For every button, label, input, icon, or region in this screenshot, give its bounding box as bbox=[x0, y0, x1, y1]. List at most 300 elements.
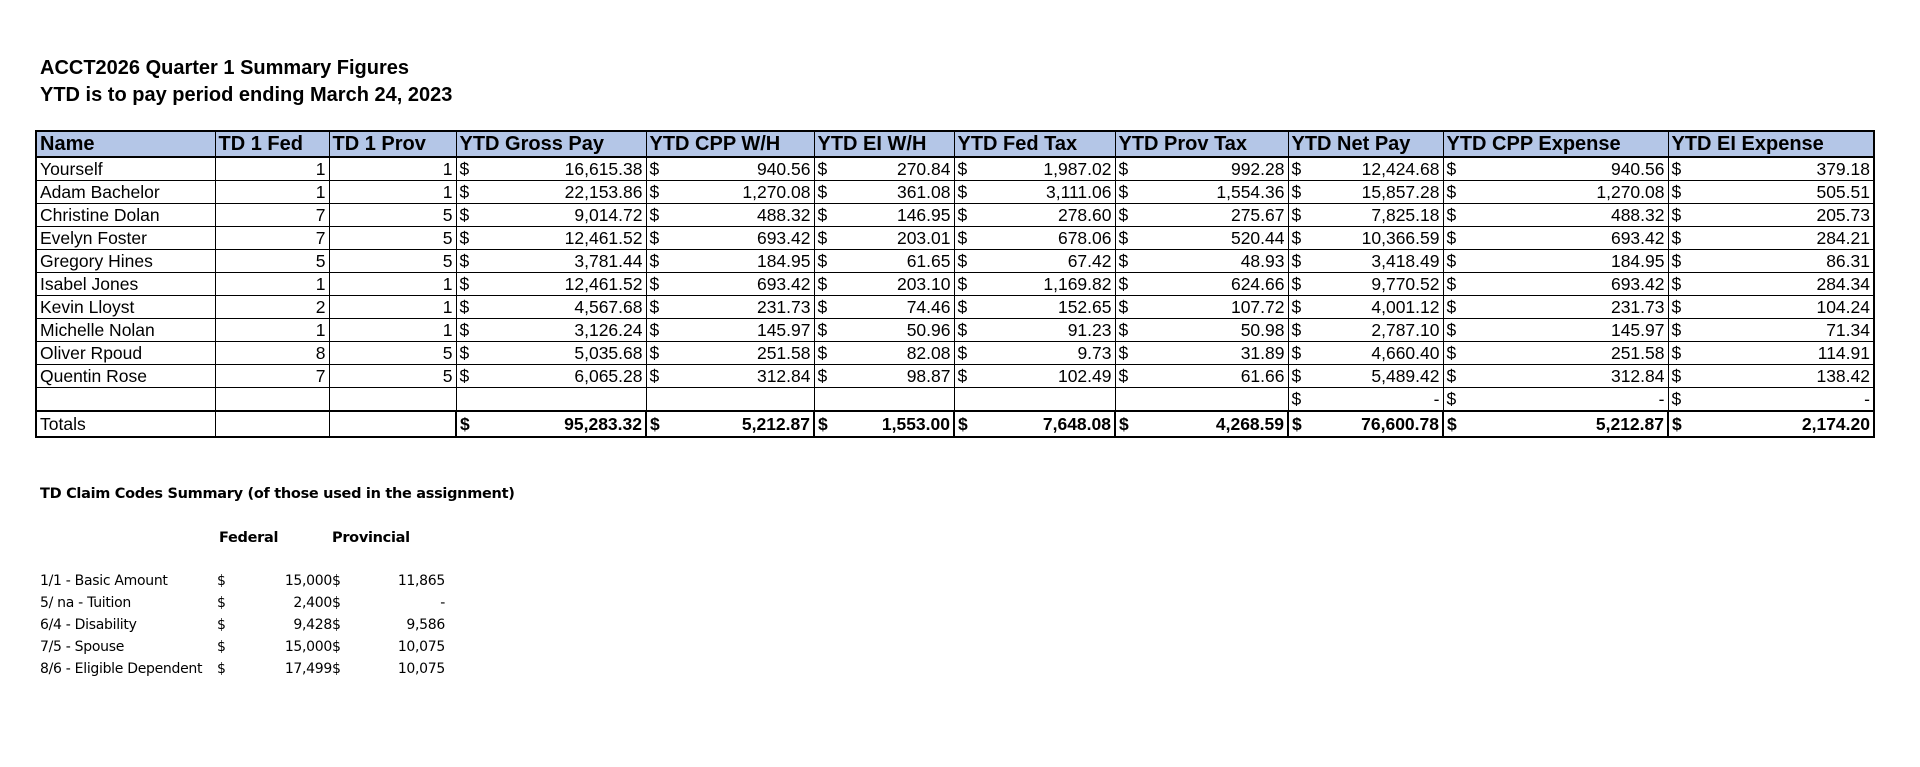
ytd-ei-value: 203.01 bbox=[896, 228, 951, 248]
ytd-gross bbox=[456, 181, 646, 204]
total-eiexp-value: 2,174.20 bbox=[1801, 414, 1870, 434]
ytd-gross-value: 4,567.68 bbox=[574, 297, 643, 317]
col-header-ytd-net-pay: YTD Net Pay bbox=[1288, 131, 1443, 157]
provincial-amount: 11,865 bbox=[397, 573, 445, 589]
currency-symbol: $ bbox=[817, 366, 828, 386]
currency-symbol: $ bbox=[459, 251, 470, 271]
currency-symbol: $ bbox=[1291, 251, 1302, 271]
td1-fed-code bbox=[215, 388, 329, 412]
ytd-net bbox=[1288, 204, 1443, 227]
ytd-fedtax bbox=[954, 319, 1115, 342]
ytd-cpp bbox=[646, 319, 814, 342]
ytd-cppexp bbox=[1443, 342, 1668, 365]
currency-symbol: $ bbox=[1291, 159, 1302, 179]
col-header-name: Name bbox=[36, 131, 215, 157]
td1-prov-code: 1 bbox=[329, 296, 456, 319]
claim-code-label: 5/ na - Tuition bbox=[40, 595, 131, 611]
currency-symbol: $ bbox=[957, 251, 968, 271]
ytd-provtax bbox=[1115, 157, 1288, 181]
ytd-provtax-value: 31.89 bbox=[1240, 343, 1285, 363]
ytd-gross bbox=[456, 388, 646, 412]
ytd-fedtax bbox=[954, 157, 1115, 181]
total-cppexp-value: 5,212.87 bbox=[1595, 414, 1664, 434]
currency-symbol: $ bbox=[217, 617, 226, 633]
ytd-eiexp bbox=[1668, 250, 1874, 273]
currency-symbol: $ bbox=[817, 297, 828, 317]
currency-symbol: $ bbox=[1291, 182, 1302, 202]
ytd-fedtax bbox=[954, 273, 1115, 296]
ytd-gross bbox=[456, 296, 646, 319]
ytd-fedtax-value: 1,169.82 bbox=[1043, 274, 1112, 294]
currency-symbol: $ bbox=[817, 182, 828, 202]
ytd-net bbox=[1288, 157, 1443, 181]
ytd-eiexp-value: 86.31 bbox=[1826, 251, 1870, 271]
ytd-gross-value: 12,461.52 bbox=[564, 228, 643, 248]
ytd-fedtax bbox=[954, 250, 1115, 273]
currency-symbol: $ bbox=[459, 182, 470, 202]
claim-code-label: 1/1 - Basic Amount bbox=[40, 573, 168, 589]
ytd-gross bbox=[456, 273, 646, 296]
ytd-cppexp-value: 693.42 bbox=[1610, 274, 1665, 294]
currency-symbol: $ bbox=[1291, 320, 1302, 340]
currency-symbol: $ bbox=[1118, 274, 1129, 294]
ytd-provtax bbox=[1115, 319, 1288, 342]
ytd-ei-value: 82.08 bbox=[906, 343, 951, 363]
currency-symbol: $ bbox=[649, 205, 660, 225]
ytd-gross-value: 16,615.38 bbox=[564, 159, 643, 179]
table-row bbox=[36, 273, 1874, 296]
ytd-gross bbox=[456, 157, 646, 181]
ytd-fedtax-value: 9.73 bbox=[1077, 343, 1112, 363]
col-header-ytd-fed-tax: YTD Fed Tax bbox=[954, 131, 1115, 157]
employee-name: Adam Bachelor bbox=[36, 181, 215, 204]
ytd-net-value: 9,770.52 bbox=[1371, 274, 1440, 294]
ytd-gross bbox=[456, 365, 646, 388]
ytd-cppexp-value: 184.95 bbox=[1610, 251, 1665, 271]
total-cpp-value: 5,212.87 bbox=[741, 414, 810, 434]
ytd-ei-value: 146.95 bbox=[896, 205, 951, 225]
ytd-cpp bbox=[646, 342, 814, 365]
claim-code-row bbox=[40, 592, 445, 614]
ytd-provtax-value: 107.72 bbox=[1230, 297, 1285, 317]
total-cppexp bbox=[1443, 411, 1668, 437]
currency-symbol: $ bbox=[1671, 274, 1682, 294]
ytd-net-value: 12,424.68 bbox=[1361, 159, 1440, 179]
currency-symbol: $ bbox=[817, 274, 828, 294]
currency-symbol: $ bbox=[1672, 414, 1682, 434]
td1-prov-code: 1 bbox=[329, 181, 456, 204]
ytd-ei bbox=[814, 250, 954, 273]
ytd-net-value: 4,660.40 bbox=[1371, 343, 1440, 363]
currency-symbol: $ bbox=[957, 366, 968, 386]
claim-code-label: 8/6 - Eligible Dependent bbox=[40, 661, 203, 677]
currency-symbol: $ bbox=[1291, 343, 1302, 363]
ytd-ei-value: 50.96 bbox=[906, 320, 951, 340]
ytd-fedtax bbox=[954, 388, 1115, 412]
ytd-net bbox=[1288, 319, 1443, 342]
ytd-eiexp-value: 379.18 bbox=[1816, 159, 1870, 179]
currency-symbol: $ bbox=[1446, 343, 1457, 363]
total-fedtax bbox=[954, 411, 1115, 437]
ytd-gross-value: 6,065.28 bbox=[574, 366, 643, 386]
ytd-net-value: 3,418.49 bbox=[1371, 251, 1440, 271]
currency-symbol: $ bbox=[459, 320, 470, 340]
currency-symbol: $ bbox=[332, 617, 341, 633]
col-header-ytd-prov-tax: YTD Prov Tax bbox=[1115, 131, 1288, 157]
ytd-provtax bbox=[1115, 250, 1288, 273]
ytd-cppexp-value: 488.32 bbox=[1610, 205, 1665, 225]
ytd-cpp-value: 145.97 bbox=[756, 320, 811, 340]
td1-prov-code: 1 bbox=[329, 273, 456, 296]
currency-symbol: $ bbox=[957, 228, 968, 248]
currency-symbol: $ bbox=[958, 414, 968, 434]
ytd-net bbox=[1288, 227, 1443, 250]
currency-symbol: $ bbox=[1671, 159, 1682, 179]
ytd-cpp-value: 940.56 bbox=[756, 159, 811, 179]
td1-fed-code: 5 bbox=[215, 250, 329, 273]
currency-symbol: $ bbox=[957, 159, 968, 179]
employee-name: Quentin Rose bbox=[36, 365, 215, 388]
col-header-ytd-cpp-wh: YTD CPP W/H bbox=[646, 131, 814, 157]
claim-code-row bbox=[40, 658, 445, 680]
td1-fed-code: 1 bbox=[215, 273, 329, 296]
federal-column-label: Federal bbox=[219, 530, 279, 546]
ytd-gross bbox=[456, 342, 646, 365]
page-subtitle: YTD is to pay period ending March 24, 2023 bbox=[40, 84, 453, 106]
currency-symbol: $ bbox=[817, 320, 828, 340]
currency-symbol: $ bbox=[459, 274, 470, 294]
currency-symbol: $ bbox=[957, 297, 968, 317]
ytd-cppexp bbox=[1443, 296, 1668, 319]
ytd-net bbox=[1288, 181, 1443, 204]
td1-fed-code: 8 bbox=[215, 342, 329, 365]
currency-symbol: $ bbox=[1446, 389, 1457, 409]
ytd-provtax-value: 50.98 bbox=[1240, 320, 1285, 340]
employee-name: Christine Dolan bbox=[36, 204, 215, 227]
currency-symbol: $ bbox=[1119, 414, 1129, 434]
currency-symbol: $ bbox=[1446, 366, 1457, 386]
claim-code-label: 6/4 - Disability bbox=[40, 617, 137, 633]
ytd-fedtax bbox=[954, 296, 1115, 319]
ytd-eiexp-value: 138.42 bbox=[1816, 366, 1870, 386]
ytd-cppexp bbox=[1443, 319, 1668, 342]
td1-prov-code bbox=[329, 388, 456, 412]
table-row bbox=[36, 227, 1874, 250]
ytd-cppexp bbox=[1443, 273, 1668, 296]
employee-name bbox=[36, 388, 215, 412]
ytd-net-value: 10,366.59 bbox=[1361, 228, 1440, 248]
federal-amount: 2,400 bbox=[293, 595, 332, 611]
employee-name: Oliver Rpoud bbox=[36, 342, 215, 365]
ytd-net bbox=[1288, 342, 1443, 365]
claim-code-row bbox=[40, 614, 445, 636]
ytd-cpp bbox=[646, 157, 814, 181]
ytd-fedtax bbox=[954, 181, 1115, 204]
ytd-ei bbox=[814, 273, 954, 296]
blank-row bbox=[36, 388, 1874, 412]
federal-amount: 17,499 bbox=[284, 661, 332, 677]
ytd-ei-value: 61.65 bbox=[906, 251, 951, 271]
currency-symbol: $ bbox=[1118, 182, 1129, 202]
ytd-provtax-value: 520.44 bbox=[1230, 228, 1285, 248]
totals-row bbox=[36, 411, 1874, 437]
ytd-ei-value: 74.46 bbox=[906, 297, 951, 317]
td1-prov-code: 5 bbox=[329, 250, 456, 273]
ytd-provtax-value: 1,554.36 bbox=[1216, 182, 1285, 202]
currency-symbol: $ bbox=[650, 414, 660, 434]
total-fedtax-value: 7,648.08 bbox=[1042, 414, 1111, 434]
currency-symbol: $ bbox=[649, 251, 660, 271]
ytd-fedtax bbox=[954, 342, 1115, 365]
ytd-fedtax-value: 102.49 bbox=[1057, 366, 1112, 386]
currency-symbol: $ bbox=[1671, 205, 1682, 225]
ytd-cpp-value: 184.95 bbox=[756, 251, 811, 271]
table-row bbox=[36, 319, 1874, 342]
federal-amount: 15,000 bbox=[284, 573, 332, 589]
ytd-provtax-value: 992.28 bbox=[1230, 159, 1285, 179]
currency-symbol: $ bbox=[217, 595, 226, 611]
ytd-ei bbox=[814, 296, 954, 319]
currency-symbol: $ bbox=[957, 320, 968, 340]
ytd-cpp-value: 1,270.08 bbox=[742, 182, 811, 202]
ytd-cppexp-value: 1,270.08 bbox=[1596, 182, 1665, 202]
ytd-fedtax-value: 3,111.06 bbox=[1045, 182, 1112, 202]
ytd-cppexp-value: 312.84 bbox=[1610, 366, 1665, 386]
ytd-eiexp bbox=[1668, 181, 1874, 204]
ytd-cppexp bbox=[1443, 250, 1668, 273]
currency-symbol: $ bbox=[1446, 320, 1457, 340]
ytd-cppexp bbox=[1443, 388, 1668, 412]
ytd-fedtax-value: 1,987.02 bbox=[1043, 159, 1112, 179]
ytd-cpp-value: 488.32 bbox=[756, 205, 811, 225]
currency-symbol: $ bbox=[332, 595, 341, 611]
provincial-amount: 10,075 bbox=[397, 661, 445, 677]
ytd-provtax bbox=[1115, 342, 1288, 365]
ytd-gross bbox=[456, 250, 646, 273]
totals-td1-prov bbox=[329, 411, 456, 437]
ytd-cpp bbox=[646, 181, 814, 204]
ytd-ei bbox=[814, 342, 954, 365]
currency-symbol: $ bbox=[1671, 389, 1682, 409]
ytd-eiexp bbox=[1668, 296, 1874, 319]
ytd-ei bbox=[814, 204, 954, 227]
ytd-gross bbox=[456, 319, 646, 342]
ytd-fedtax-value: 152.65 bbox=[1057, 297, 1112, 317]
currency-symbol: $ bbox=[1446, 274, 1457, 294]
totals-td1-fed bbox=[215, 411, 329, 437]
ytd-cpp-value: 693.42 bbox=[756, 228, 811, 248]
ytd-provtax bbox=[1115, 273, 1288, 296]
currency-symbol: $ bbox=[649, 228, 660, 248]
td1-fed-code: 1 bbox=[215, 157, 329, 181]
ytd-net bbox=[1288, 365, 1443, 388]
employee-name: Evelyn Foster bbox=[36, 227, 215, 250]
ytd-cppexp-value: 251.58 bbox=[1610, 343, 1665, 363]
td1-prov-code: 1 bbox=[329, 157, 456, 181]
ytd-net-value: 2,787.10 bbox=[1371, 320, 1440, 340]
ytd-cppexp bbox=[1443, 204, 1668, 227]
ytd-cpp-value: 312.84 bbox=[756, 366, 811, 386]
ytd-cppexp bbox=[1443, 157, 1668, 181]
col-header-ytd-cpp-expense: YTD CPP Expense bbox=[1443, 131, 1668, 157]
ytd-net-value: 5,489.42 bbox=[1371, 366, 1440, 386]
federal-amount: 9,428 bbox=[293, 617, 332, 633]
td1-fed-code: 7 bbox=[215, 227, 329, 250]
col-header-ytd-ei-wh: YTD EI W/H bbox=[814, 131, 954, 157]
currency-symbol: $ bbox=[1118, 320, 1129, 340]
td1-prov-code: 5 bbox=[329, 342, 456, 365]
currency-symbol: $ bbox=[1118, 297, 1129, 317]
table-row bbox=[36, 157, 1874, 181]
ytd-eiexp-value: 114.91 bbox=[1817, 343, 1870, 363]
table-row bbox=[36, 365, 1874, 388]
currency-symbol: $ bbox=[957, 274, 968, 294]
total-provtax-value: 4,268.59 bbox=[1215, 414, 1284, 434]
ytd-eiexp-value: 71.34 bbox=[1826, 320, 1870, 340]
table-row bbox=[36, 342, 1874, 365]
currency-symbol: $ bbox=[459, 228, 470, 248]
currency-symbol: $ bbox=[649, 159, 660, 179]
ytd-eiexp bbox=[1668, 204, 1874, 227]
currency-symbol: $ bbox=[459, 297, 470, 317]
ytd-gross-value: 9,014.72 bbox=[574, 205, 643, 225]
total-ei bbox=[814, 411, 954, 437]
ytd-eiexp bbox=[1668, 273, 1874, 296]
ytd-net bbox=[1288, 250, 1443, 273]
ytd-net-value: 15,857.28 bbox=[1361, 182, 1440, 202]
provincial-amount: 10,075 bbox=[397, 639, 445, 655]
total-cpp bbox=[646, 411, 814, 437]
ytd-gross-value: 22,153.86 bbox=[564, 182, 643, 202]
currency-symbol: $ bbox=[332, 661, 341, 677]
ytd-eiexp bbox=[1668, 365, 1874, 388]
ytd-fedtax bbox=[954, 365, 1115, 388]
ytd-eiexp-value: 104.24 bbox=[1816, 297, 1870, 317]
ytd-eiexp bbox=[1668, 227, 1874, 250]
currency-symbol: $ bbox=[1671, 343, 1682, 363]
currency-symbol: $ bbox=[649, 366, 660, 386]
currency-symbol: $ bbox=[649, 274, 660, 294]
currency-symbol: $ bbox=[1446, 159, 1457, 179]
ytd-cpp-value: 231.73 bbox=[756, 297, 811, 317]
total-net-value: 76,600.78 bbox=[1361, 414, 1439, 434]
td1-prov-code: 5 bbox=[329, 204, 456, 227]
ytd-provtax bbox=[1115, 296, 1288, 319]
ytd-eiexp-value: 284.34 bbox=[1816, 274, 1870, 294]
ytd-ei-value: 270.84 bbox=[896, 159, 951, 179]
employee-name: Gregory Hines bbox=[36, 250, 215, 273]
federal-amount: 15,000 bbox=[284, 639, 332, 655]
employee-name: Isabel Jones bbox=[36, 273, 215, 296]
ytd-cppexp-value: - bbox=[1658, 389, 1665, 409]
ytd-cpp bbox=[646, 365, 814, 388]
ytd-eiexp bbox=[1668, 342, 1874, 365]
col-header-ytd-gross-pay: YTD Gross Pay bbox=[456, 131, 646, 157]
currency-symbol: $ bbox=[649, 343, 660, 363]
currency-symbol: $ bbox=[217, 639, 226, 655]
currency-symbol: $ bbox=[817, 159, 828, 179]
currency-symbol: $ bbox=[1118, 228, 1129, 248]
td1-prov-code: 1 bbox=[329, 319, 456, 342]
claim-code-row bbox=[40, 570, 445, 592]
table-row bbox=[36, 296, 1874, 319]
ytd-ei bbox=[814, 157, 954, 181]
currency-symbol: $ bbox=[649, 297, 660, 317]
ytd-provtax-value: 61.66 bbox=[1240, 366, 1285, 386]
table-header-row bbox=[36, 131, 1874, 157]
currency-symbol: $ bbox=[1291, 366, 1302, 386]
currency-symbol: $ bbox=[1446, 251, 1457, 271]
ytd-provtax bbox=[1115, 204, 1288, 227]
employee-name: Kevin Lloyst bbox=[36, 296, 215, 319]
ytd-eiexp bbox=[1668, 319, 1874, 342]
ytd-cppexp bbox=[1443, 181, 1668, 204]
currency-symbol: $ bbox=[1671, 228, 1682, 248]
ytd-fedtax-value: 678.06 bbox=[1057, 228, 1112, 248]
currency-symbol: $ bbox=[217, 661, 226, 677]
total-ei-value: 1,553.00 bbox=[881, 414, 950, 434]
currency-symbol: $ bbox=[1446, 228, 1457, 248]
ytd-gross-value: 3,781.44 bbox=[574, 251, 643, 271]
provincial-column-label: Provincial bbox=[332, 530, 410, 546]
ytd-provtax-value: 624.66 bbox=[1230, 274, 1285, 294]
currency-symbol: $ bbox=[1446, 297, 1457, 317]
ytd-cpp bbox=[646, 273, 814, 296]
ytd-ei-value: 203.10 bbox=[896, 274, 951, 294]
employee-name: Michelle Nolan bbox=[36, 319, 215, 342]
currency-symbol: $ bbox=[1291, 228, 1302, 248]
currency-symbol: $ bbox=[217, 573, 226, 589]
ytd-ei bbox=[814, 227, 954, 250]
currency-symbol: $ bbox=[459, 205, 470, 225]
ytd-provtax bbox=[1115, 181, 1288, 204]
ytd-cpp bbox=[646, 250, 814, 273]
ytd-cpp-value: 251.58 bbox=[756, 343, 811, 363]
employee-name: Yourself bbox=[36, 157, 215, 181]
ytd-fedtax-value: 91.23 bbox=[1067, 320, 1112, 340]
ytd-net-value: 7,825.18 bbox=[1371, 205, 1440, 225]
ytd-gross-value: 12,461.52 bbox=[564, 274, 643, 294]
ytd-cpp bbox=[646, 227, 814, 250]
provincial-amount: 9,586 bbox=[406, 617, 445, 633]
ytd-cppexp-value: 145.97 bbox=[1610, 320, 1665, 340]
currency-symbol: $ bbox=[1291, 205, 1302, 225]
ytd-fedtax bbox=[954, 204, 1115, 227]
td1-fed-code: 1 bbox=[215, 181, 329, 204]
currency-symbol: $ bbox=[1671, 182, 1682, 202]
currency-symbol: $ bbox=[459, 159, 470, 179]
currency-symbol: $ bbox=[1671, 366, 1682, 386]
ytd-cppexp-value: 231.73 bbox=[1610, 297, 1665, 317]
ytd-gross bbox=[456, 204, 646, 227]
currency-symbol: $ bbox=[1671, 251, 1682, 271]
td1-fed-code: 7 bbox=[215, 365, 329, 388]
ytd-provtax bbox=[1115, 227, 1288, 250]
ytd-eiexp bbox=[1668, 388, 1874, 412]
currency-symbol: $ bbox=[332, 639, 341, 655]
table-row bbox=[36, 181, 1874, 204]
ytd-provtax-value: 275.67 bbox=[1230, 205, 1285, 225]
currency-symbol: $ bbox=[1118, 205, 1129, 225]
ytd-provtax-value: 48.93 bbox=[1240, 251, 1285, 271]
ytd-provtax bbox=[1115, 365, 1288, 388]
currency-symbol: $ bbox=[1446, 182, 1457, 202]
currency-symbol: $ bbox=[1118, 159, 1129, 179]
ytd-eiexp bbox=[1668, 157, 1874, 181]
ytd-net bbox=[1288, 388, 1443, 412]
currency-symbol: $ bbox=[817, 343, 828, 363]
currency-symbol: $ bbox=[818, 414, 828, 434]
